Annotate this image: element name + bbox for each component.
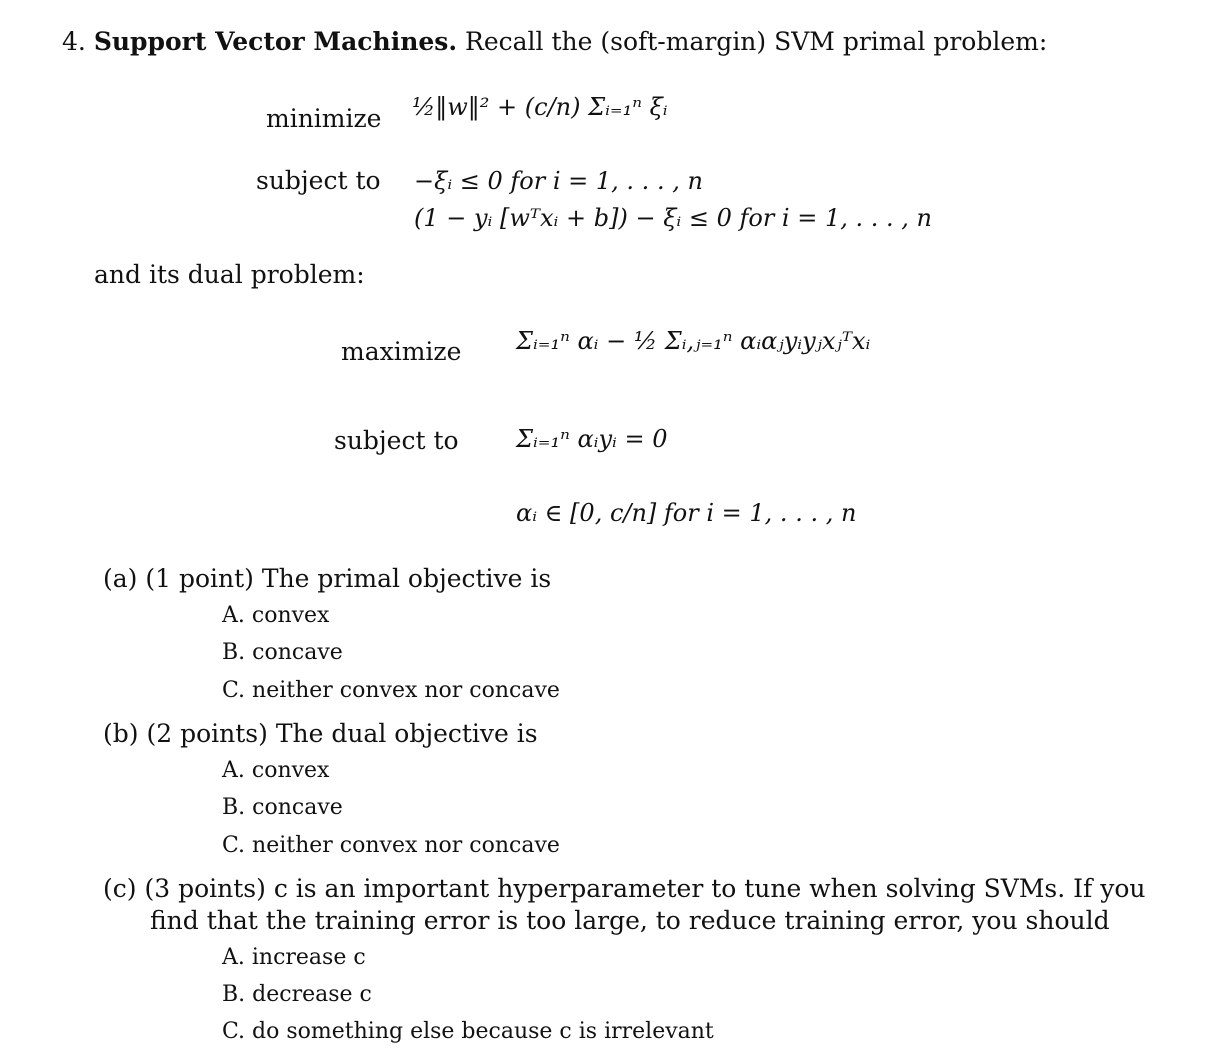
question-b-option-a: A. convex	[222, 758, 330, 783]
problem-number: 4.	[62, 27, 86, 56]
question-b-option-b: B. concave	[222, 795, 343, 820]
primal-minimize-label: minimize	[266, 104, 382, 133]
dual-objective: Σᵢ₌₁ⁿ αᵢ − ½ Σᵢ,ⱼ₌₁ⁿ αᵢαⱼyᵢyⱼxⱼᵀxᵢ	[516, 327, 871, 355]
primal-objective: ½‖w‖² + (c/n) Σᵢ₌₁ⁿ ξᵢ	[412, 93, 668, 121]
dual-maximize-label: maximize	[341, 337, 462, 366]
problem-header	[62, 27, 1047, 57]
dual-constraint-2: αᵢ ∈ [0, c/n] for i = 1, . . . , n	[516, 499, 857, 527]
question-b	[103, 719, 538, 749]
question-c-text-line1: c is an important hyperparameter to tune when solving SVMs. If you	[273, 874, 1146, 903]
dual-intro: and its dual problem:	[94, 260, 365, 289]
question-a-option-b: B. concave	[222, 640, 343, 665]
question-a-option-a: A. convex	[222, 603, 330, 628]
question-c-option-c: C. do something else because c is irrelevant	[222, 1019, 714, 1044]
question-b-option-c: C. neither convex nor concave	[222, 833, 560, 858]
question-c-option-b: B. decrease c	[222, 982, 372, 1007]
dual-subject-label: subject to	[334, 426, 459, 455]
problem-intro: Recall the (soft-margin) SVM primal problem:	[465, 27, 1048, 56]
question-c-label: (c)	[103, 874, 137, 903]
question-b-points: (2 points)	[146, 719, 268, 748]
question-c-text-line2: find that the training error is too large, to reduce training error, you should	[150, 906, 1110, 935]
question-a-label: (a)	[103, 564, 138, 593]
dual-constraint-1: Σᵢ₌₁ⁿ αᵢyᵢ = 0	[516, 425, 668, 453]
question-b-label: (b)	[103, 719, 139, 748]
question-c	[103, 874, 1146, 904]
primal-constraint-2: (1 − yᵢ [wᵀxᵢ + b]) − ξᵢ ≤ 0 for i = 1, . . . , n	[414, 204, 932, 232]
question-c-option-a: A. increase c	[222, 945, 366, 970]
question-b-text: The dual objective is	[275, 719, 538, 748]
primal-subject-label: subject to	[256, 166, 381, 195]
primal-constraint-1: −ξᵢ ≤ 0 for i = 1, . . . , n	[414, 167, 703, 195]
question-a-points: (1 point)	[145, 564, 254, 593]
question-a	[103, 564, 551, 594]
question-a-option-c: C. neither convex nor concave	[222, 678, 560, 703]
question-c-points: (3 points)	[144, 874, 266, 903]
question-a-text: The primal objective is	[261, 564, 552, 593]
problem-title: Support Vector Machines.	[93, 27, 458, 56]
